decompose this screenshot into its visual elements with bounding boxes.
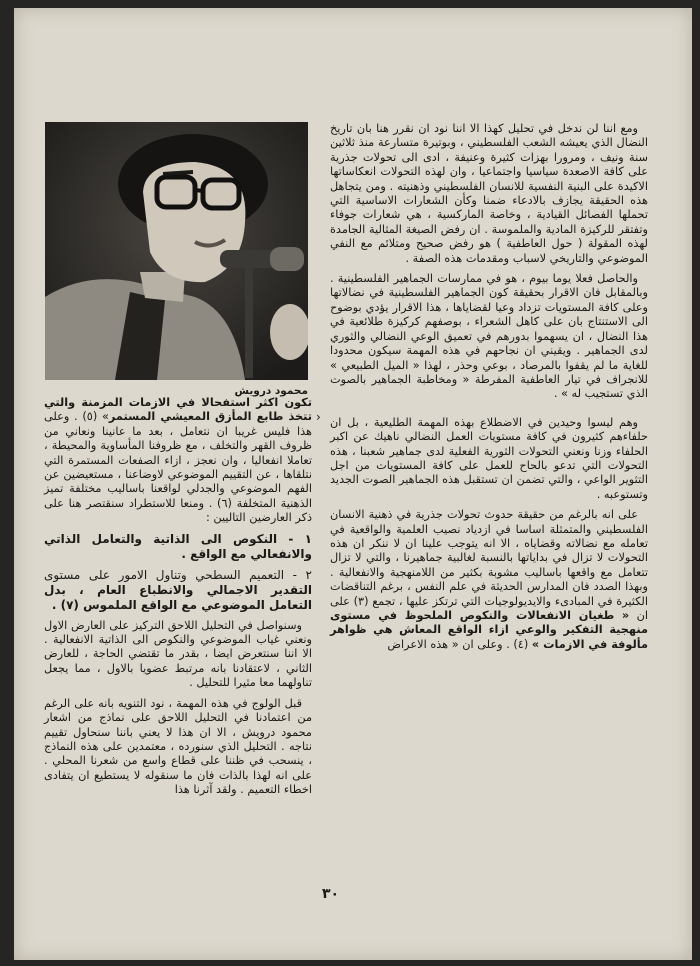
point-2: ٢ - التعميم السطحي وتناول الامور على مستوى التقدير الاجمالي والانطباع العام ، بدل التعامل الموضوعي مع الواقع الملموس (٧) . (44, 567, 312, 612)
paragraph: على انه بالرغم من حقيقة حدوث تحولات جذرية في ذهنية الانسان الفلسطيني والمتمثلة اساسا في ازدياد نصيب العلمية والواقعية في تعامله مع نضالاته وقضاياه ، الا انه يتوجب علينا ان لا ننكر ان هذه التحولات لا تزال في بداياتها بالنسبة لغالبية جماهيرنا ، والتي لا تزال تتعامل مع واقعها باساليب مشوبة بكثير من اللامنهجية والانفعالية . وبهذا الصدد فان المدارس الحديثة في علم النفس ، برغم التناقضات الكثيرة في المبادىء والايديولوجيات التي ترتكز عليها ، تجمع (٣) على ان « طغيان الانفعالات والنكوص الملحوظ في مستوى منهجية التفكير والوعي ازاء الواقع المعاش هي ظواهر مألوفة في الازمات » (٤) . وعلى ان « هذه الاعراض (330, 508, 649, 651)
paragraph: ومع اننا لن ندخل في تحليل كهذا الا اننا نود ان نقرر هنا بان تاريخ النضال الذي يعيشه الشعب الفلسطيني ، وبوتيرة متسارعة منذ ثلاثين سنة ونيف ، ومرورا بهزات كثيرة وعنيفة ، ادى الى تحولات جذرية على كافة الاصعدة سياسيا واجتماعيا ، وان لهذه التحولات انعكاساتها الاكيدة على البنية النفسية للانسان الفلسطيني وذهنيته . ومن يتجاهل هذه الحقيقة يجازف بالادعاء ضمنا وكأن الشعارات الاساسية التي تحملها الفصائل القيادية ، وخاصة الماركسية ، هي شعارات جوفاء وتفتقر للركيزة المادية والملموسة . ان رفض الصيغة المثالية الجامدة لهذه المقولة ( حول العاطفية ) هو رفض صحيح ومتلائم مع النفي الموضوعي والتاريخي لاسباب ومقدمات هذه الصفة . (330, 122, 648, 265)
paragraph: وهم ليسوا وحيدين في الاضطلاع بهذه المهمة الطليعية ، بل ان حلفاءهم كثيرون في كافة مستويات العمل النضالي ناهيك عن اكبر الحلفاء وزنا ونعني التحولات الثورية الفعلية لدى جماهير شعبنا ، هذه التحولات التي تدعو بالحاح للعمل على كافة المستويات من اجل التثوير الواعي ، والتي تضمن ان تستقبل هذه الجماهير الصوت الجديد وتستوعبه . (330, 415, 648, 501)
page-number: ٣٠ (322, 886, 340, 902)
paragraph: قبل الولوج في هذه المهمة ، نود التنويه بانه على الرغم من اعتمادنا في التحليل اللاحق على نماذج من اشعار محمود درويش ، الا ان هذا لا يعني باننا سنحاول تقييم نتاجه . التحليل الذي سنورده ، معتمدين على هذه النماذج ، ينسحب في ظننا على قطاع واسع من شعرنا المحلي . على انه لهذا بالذات فان ما سنقوله لا يستطيع ان يتفادى اخطاء التعميم . ولقد آثرنا هذا (44, 696, 312, 797)
right-column (330, 122, 648, 658)
intro-paragraph: تكون اكثر استفحالا في الازمات المزمنة والتي تتخذ طابع المأزق المعيشي المستمر» (٥) . وعلى هذا فليس غريبا ان نتعامل ، بعد ما عانينا ونعاني من ظروف القهر والتخلف ، مع ظروفنا المأساوية والمحيطة ، تعاملا انفعاليا ، وان نعجز ، ازاء الصفعات المستمرة التي نتلقاها ، عن التقييم الموضوعي لاوضاعنا ، مستعيضين عن الفهم الموضوعي والجدلي لواقعنا باساليب مختلفة تميز الذهنية المتخلفة (٦) . ومنعا للاستطراد سنقتصر هنا على ذكر العارضين التاليين : (44, 396, 312, 525)
photo-caption: محمود درويش (234, 385, 308, 397)
bold-quote: « طغيان الانفعالات والنكوص الملحوظ في مستوى منهجية التفكير والوعي ازاء الواقع المعاش هي ظواهر مألوفة في الازمات » (330, 609, 648, 651)
left-column (44, 396, 312, 804)
point-1: ١ - النكوص الى الذاتية والتعامل الذاتي والانفعالي مع الواقع . (44, 531, 312, 561)
portrait-photo (45, 122, 308, 380)
bold-intro: تكون اكثر استفحالا في الازمات المزمنة والتي تتخذ طابع المأزق المعيشي المستمر (44, 396, 312, 424)
paragraph: وسنواصل في التحليل اللاحق التركيز على العارض الاول ونعني غياب الموضوعي والنكوص الى الذاتية الانفعالية . الا اننا سنتعرض ايضا ، بقدر ما تقتضي الحاجة ، للعارض الثاني ، لاعتقادنا بانه مرتبط عضويا بالاول ، مما يجعل تناولهما معا مثيرا للتحليل . (44, 618, 312, 690)
paragraph: والحاصل فعلا يوما بيوم ، هو في ممارسات الجماهير الفلسطينية . وبالمقابل فان الاقرار بحقيقة كون الجماهير الفلسطينية في نضالاتها وعلى كافة المستويات تزداد وعيا لقضاياها ، هذا الاقرار يؤدي بوضوح الى الاستنتاج بان على كاهل الشعراء ، بوصفهم كركيزة طلائعية في هذا النضال ، ان يسهموا بدورهم في تعميق الوعي النضالي والثوري لدى الجماهير . ويقيني ان نجاحهم في هذه المهمة سيكون محدودا للغاية ما لم يقفوا بالمرصاد ، بوعي وحذر ، لهذا « الميل الطبيعي » للانجراف في تيار العاطفية المفرطة « ومخاطبة الجماهير بالصوت الذي تستجيب له » . (330, 272, 648, 401)
portrait-illustration (45, 122, 308, 380)
margin-mark: › (316, 410, 321, 424)
